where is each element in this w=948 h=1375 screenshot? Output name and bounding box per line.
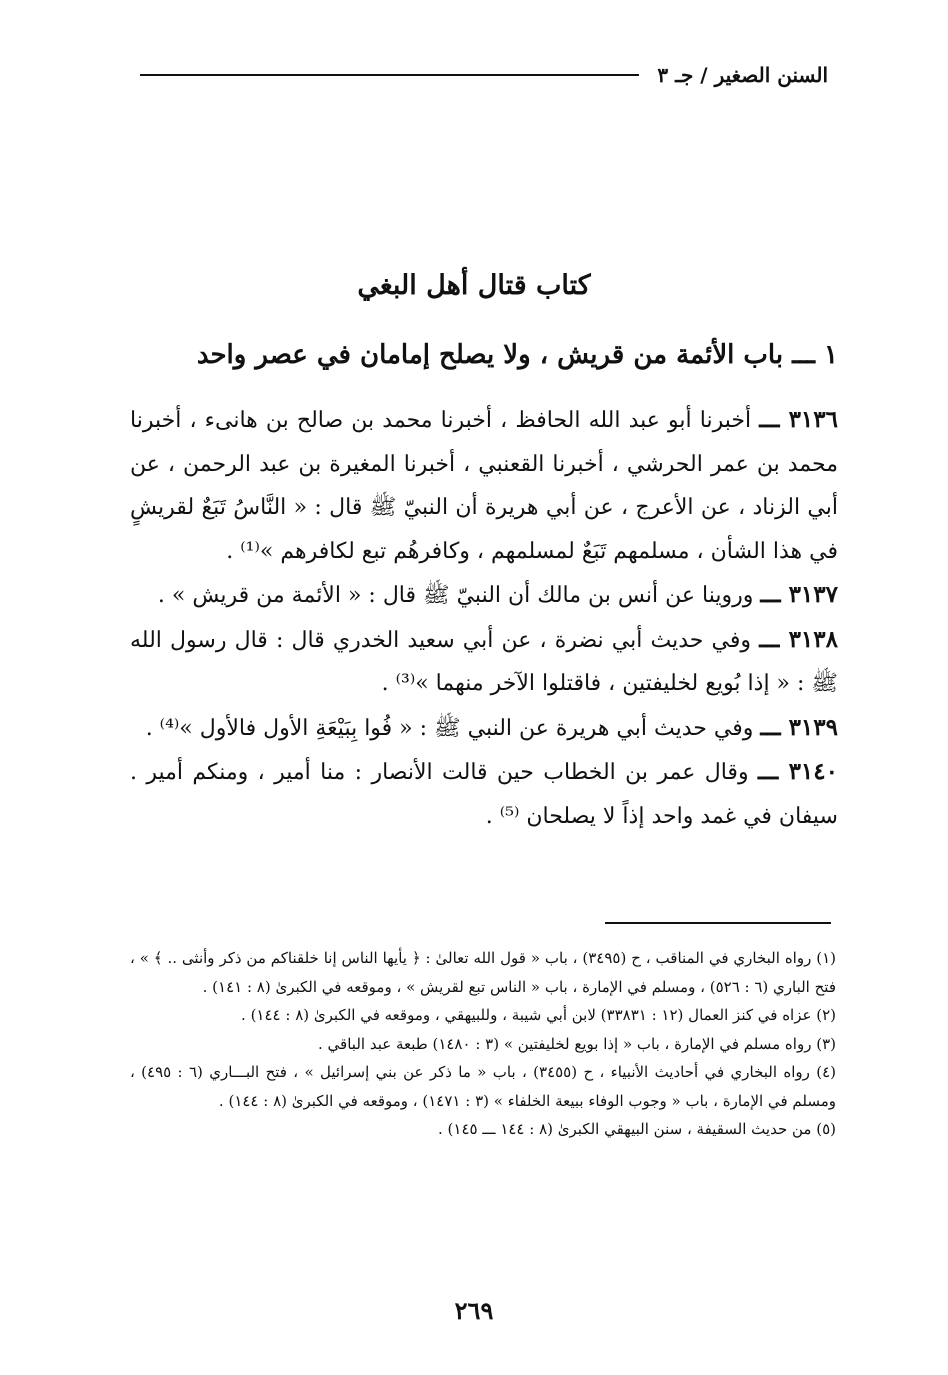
header-rule: [140, 74, 639, 76]
hadith-text: وفي حديث أبي هريرة عن النبي ﷺ : « فُوا بِبَيْعَةِ الأول فالأول »⁽⁴⁾ .: [145, 715, 754, 741]
hadith-number: ٣١٣٩ ـــ: [760, 713, 838, 741]
footnote-rule: [605, 922, 831, 924]
running-header: [140, 60, 828, 90]
hadith-list: [130, 398, 838, 838]
hadith-paragraph: [130, 573, 838, 618]
footnote: (٤) رواه البخاري في أحاديث الأنبياء ، ح (٣٤٥٥) ، باب « ما ذكر عن بني إسرائيل » ، فتح البـــاري (٦ : ٤٩٥) ، ومسلم في الإمارة ، باب « وجوب الوفاء ببيعة الخلفاء » (٣ : ١٤٧١) ، وموقعه في الكبرىٰ (٨ : ١٤٤) .: [130, 1063, 837, 1110]
footnotes: [130, 944, 836, 1144]
footnote: (٥) من حديث السقيفة ، سنن البيهقي الكبرىٰ (٨ : ١٤٤ ـــ ١٤٥) .: [438, 1120, 836, 1138]
book-title: كتاب قتال أهل البغي: [357, 270, 591, 301]
footnote: (٢) عزاه في كنز العمال (١٢ : ٣٣٨٣١) لابن أبي شيبة ، وللبيهقي ، وموقعه في الكبرىٰ (٨ : ١٤٤) .: [241, 1006, 836, 1024]
chapter-title: ١ ـــ باب الأئمة من قريش ، ولا يصلح إمامان في عصر واحد: [196, 340, 838, 370]
page-number: ٢٦٩: [454, 1296, 494, 1325]
hadith-number: ٣١٤٠ ـــ: [757, 758, 838, 785]
footnote: (١) رواه البخاري في المناقب ، ح (٣٤٩٥) ، باب « قول الله تعالىٰ : ﴿ يأيها الناس إنا خلقناكم من ذكر وأنثى .. ﴾ » ، فتح الباري (٦ : ٥٢٦) ، ومسلم في الإمارة ، باب « الناس تبع لقريش » ، وموقعه في الكبرىٰ (٨ : ١٤١) .: [130, 949, 837, 996]
hadith-text: وقال عمر بن الخطاب حين قالت الأنصار : منا أمير ، ومنكم أمير . سيفان في غمد واحد إذاً لا يصلحان ⁽⁵⁾ .: [130, 760, 838, 829]
hadith-paragraph: [130, 750, 838, 838]
hadith-paragraph: [130, 398, 838, 573]
hadith-number: ٣١٣٧ ـــ: [760, 581, 838, 608]
hadith-paragraph: [130, 618, 838, 706]
footnote: (٣) رواه مسلم في الإمارة ، باب « إذا بويع لخليفتين » (٣ : ١٤٨٠) طبعة عبد الباقي .: [318, 1034, 836, 1053]
hadith-text: وروينا عن أنس بن مالك أن النبيّ ﷺ قال : « الأئمة من قريش » .: [157, 583, 754, 608]
hadith-paragraph: [130, 706, 838, 751]
hadith-text: أخبرنا أبو عبد الله الحافظ ، أخبرنا محمد بن صالح بن هانىء ، أخبرنا محمد بن عمر الحرشي ، أخبرنا القعنبي ، أخبرنا المغيرة بن عبد الرحمن ، عن أبي الزناد ، عن الأعرج ، عن أبي هريرة أن النبيّ ﷺ قال : « النَّاسُ تَبَعٌ لقريشٍ في هذا الشأن ، مسلمهم تَبَعٌ لمسلمهم ، وكافرهُم تبع لكافرهم »⁽¹⁾ .: [130, 408, 838, 564]
hadith-number: ٣١٣٦ ـــ: [759, 406, 838, 433]
hadith-text: وفي حديث أبي نضرة ، عن أبي سعيد الخدري قال : قال رسول الله ﷺ : « إذا بُويع لخليفتين ، فاقتلوا الآخر منهما »⁽³⁾ .: [130, 627, 838, 696]
hadith-number: ٣١٣٨ ـــ: [759, 625, 838, 653]
running-title: السنن الصغير / جـ ٣: [657, 63, 828, 87]
